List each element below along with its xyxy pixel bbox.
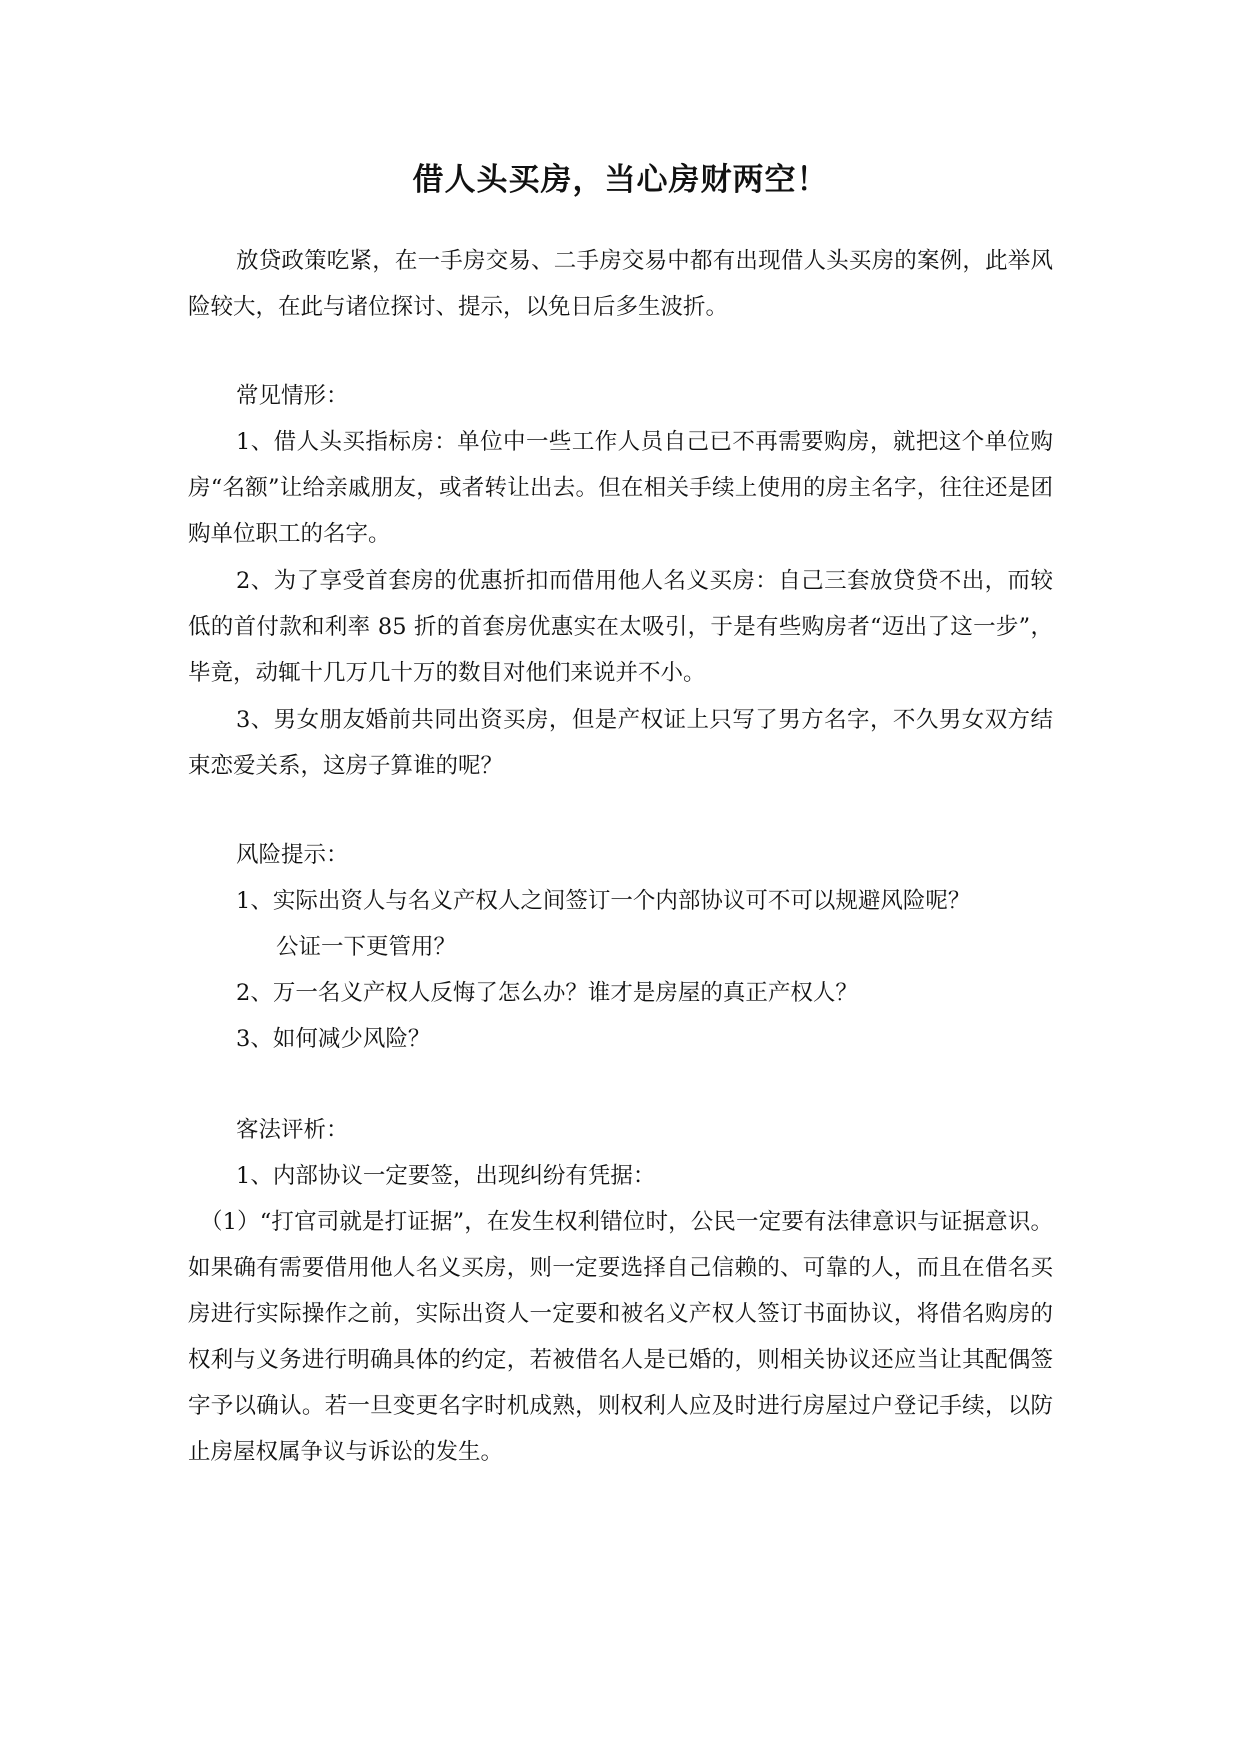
analysis-sub-paragraph-1 bbox=[188, 1199, 1053, 1475]
intro-paragraph: 放贷政策吃紧，在一手房交易、二手房交易中都有出现借人头买房的案例，此举风险较大，在此与诸位探讨、提示，以免日后多生波折。 bbox=[188, 248, 1053, 320]
common-item-2: 2、为了享受首套房的优惠折扣而借用他人名义买房：自己三套放贷贷不出，而较低的首付款和利率 85 折的首套房优惠实在太吸引，于是有些购房者“迈出了这一步”，毕竟，动辄十几万几十万的数目对他们来说并不小。 bbox=[188, 568, 1053, 686]
sub-paragraph-label: （1） bbox=[200, 1209, 260, 1235]
risk-item-1: 1、实际出资人与名义产权人之间签订一个内部协议可不可以规避风险呢？ bbox=[236, 888, 971, 914]
risk-item-3: 3、如何减少风险？ bbox=[236, 1026, 431, 1052]
document-title: 借人头买房，当心房财两空！ bbox=[412, 162, 829, 198]
section-heading-risk: 风险提示： bbox=[236, 842, 349, 868]
sub-paragraph-text: “打官司就是打证据”，在发生权利错位时，公民一定要有法律意识与证据意识。如果确有需要借用他人名义买房，则一定要选择自己信赖的、可靠的人，而且在借名买房进行实际操作之前，实际出资人一定要和被名义产权人签订书面协议，将借名购房的权利与义务进行明确具体的约定，若被借名人是已婚的，则相关协议还应当让其配偶签字予以确认。若一旦变更名字时机成熟，则权利人应及时进行房屋过户登记手续，以防止房屋权属争议与诉讼的发生。 bbox=[188, 1209, 1053, 1465]
section-heading-common: 常见情形： bbox=[236, 383, 349, 409]
section-heading-analysis: 客法评析： bbox=[236, 1117, 349, 1143]
common-item-3: 3、男女朋友婚前共同出资买房，但是产权证上只写了男方名字，不久男女双方结束恋爱关系，这房子算谁的呢？ bbox=[188, 707, 1053, 779]
risk-item-2: 2、万一名义产权人反悔了怎么办？谁才是房屋的真正产权人？ bbox=[236, 980, 858, 1006]
risk-item-1-continued: 公证一下更管用？ bbox=[276, 934, 457, 960]
common-item-1: 1、借人头买指标房：单位中一些工作人员自己已不再需要购房，就把这个单位购房“名额”让给亲戚朋友，或者转让出去。但在相关手续上使用的房主名字，往往还是团购单位职工的名字。 bbox=[188, 429, 1053, 547]
analysis-point-1: 1、内部协议一定要签，出现纠纷有凭据： bbox=[236, 1163, 656, 1189]
